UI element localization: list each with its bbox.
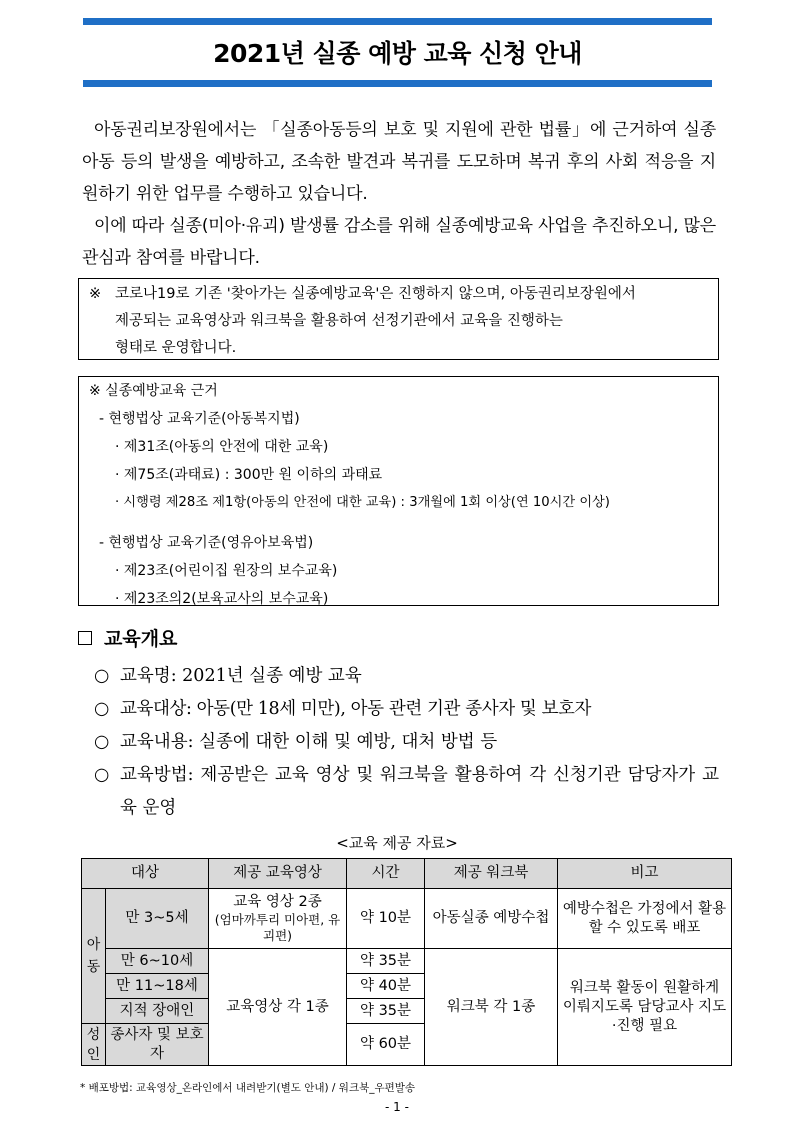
table-row <box>82 949 732 974</box>
target-cell: 만 11~18세 <box>106 974 209 999</box>
time-cell: 약 35분 <box>347 949 425 974</box>
table-header-row <box>82 859 732 889</box>
section-heading <box>78 624 177 651</box>
time-cell: 약 60분 <box>347 1024 425 1066</box>
note-cell: 예방수첩은 가정에서 활용할 수 있도록 배포 <box>558 889 732 949</box>
legal-basis-item: · 제23조의2(보육교사의 보수교육) <box>115 591 329 607</box>
intro-paragraph-2: 이에 따라 실종(미아·유괴) 발생률 감소를 위해 실종예방교육 사업을 추진하오니, 많은 관심과 참여를 바랍니다. <box>82 216 716 268</box>
header-workbook: 제공 워크북 <box>425 859 558 889</box>
circle-bullet-icon: ○ <box>94 699 110 719</box>
shared-workbook-cell: 워크북 각 1종 <box>425 949 558 1066</box>
workbook-cell: 아동실종 예방수첩 <box>425 889 558 949</box>
list-item: ○ 교육방법: 제공받은 교육 영상 및 워크북을 활용하여 각 신청기관 담당자가 교육 운영 <box>94 759 719 825</box>
legal-basis-box <box>78 376 719 606</box>
time-cell: 약 10분 <box>347 889 425 949</box>
target-cell: 종사자 및 보호자 <box>106 1024 209 1066</box>
square-bullet-icon <box>78 631 92 645</box>
title-top-bar <box>83 18 712 25</box>
video-cell: 교육 영상 2종 (엄마까투리 미아편, 유괴편) <box>209 889 347 949</box>
time-cell: 약 35분 <box>347 999 425 1024</box>
legal-basis-item: · 제23조(어린이집 원장의 보수교육) <box>115 563 338 579</box>
header-video: 제공 교육영상 <box>209 859 347 889</box>
legal-basis-item: · 제31조(아동의 안전에 대한 교육) <box>115 439 329 455</box>
table-row <box>82 889 732 949</box>
notice-box <box>78 278 719 360</box>
target-cell: 지적 장애인 <box>106 999 209 1024</box>
legal-basis-group-2-title: - 현행법상 교육기준(영유아보육법) <box>99 535 314 551</box>
list-item: ○ 교육대상: 아동(만 18세 미만), 아동 관련 기관 종사자 및 보호자 <box>94 693 719 726</box>
circle-bullet-icon: ○ <box>94 732 110 752</box>
list-item: ○ 교육내용: 실종에 대한 이해 및 예방, 대처 방법 등 <box>94 726 719 759</box>
legal-basis-heading: ※ 실종예방교육 근거 <box>89 383 218 399</box>
title-bottom-bar <box>83 80 712 87</box>
reference-mark-icon: ※ <box>89 286 102 302</box>
shared-video-cell: 교육영상 각 1종 <box>209 949 347 1066</box>
group-child: 아동 <box>82 889 106 1024</box>
list-item: ○ 교육명: 2021년 실종 예방 교육 <box>94 660 719 693</box>
legal-basis-item: · 제75조(과태료) : 300만 원 이하의 과태료 <box>115 467 383 483</box>
overview-list <box>94 660 719 825</box>
group-adult: 성인 <box>82 1024 106 1066</box>
notice-line-3: 형태로 운영합니다. <box>115 340 237 356</box>
legal-basis-item: · 시행령 제28조 제1항(아동의 안전에 대한 교육) : 3개월에 1회 이상(연 10시간 이상) <box>115 495 610 510</box>
section-heading-text: 교육개요 <box>104 628 178 650</box>
page-title: 2021년 실종 예방 교육 신청 안내 <box>213 39 582 68</box>
materials-table <box>81 858 732 1066</box>
shared-note-cell: 워크북 활동이 원활하게 이뤄지도록 담당교사 지도·진행 필요 <box>558 949 732 1066</box>
notice-line-2: 제공되는 교육영상과 워크북을 활용하여 선정기관에서 교육을 진행하는 <box>115 313 563 329</box>
footnote: * 배포방법: 교육영상_온라인에서 내려받기(별도 안내) / 워크북_우편발송 <box>80 1082 416 1094</box>
time-cell: 약 40분 <box>347 974 425 999</box>
page-number: - 1 - <box>385 1100 409 1114</box>
header-note: 비고 <box>558 859 732 889</box>
circle-bullet-icon: ○ <box>94 666 110 686</box>
intro-paragraph-1: 아동권리보장원에서는 「실종아동등의 보호 및 지원에 관한 법률」에 근거하여 실종아동 등의 발생을 예방하고, 조속한 발견과 복귀를 도모하며 복귀 후의 사회 적응을 지원하기 위한 업무를 수행하고 있습니다. <box>82 120 716 204</box>
circle-bullet-icon: ○ <box>94 765 110 785</box>
table-caption: <교육 제공 자료> <box>336 834 458 852</box>
notice-line-1: 코로나19로 기존 '찾아가는 실종예방교육'은 진행하지 않으며, 아동권리보장원에서 <box>115 286 636 302</box>
target-cell: 만 3~5세 <box>106 889 209 949</box>
header-target: 대상 <box>82 859 209 889</box>
legal-basis-group-1-title: - 현행법상 교육기준(아동복지법) <box>99 411 300 427</box>
header-time: 시간 <box>347 859 425 889</box>
target-cell: 만 6~10세 <box>106 949 209 974</box>
